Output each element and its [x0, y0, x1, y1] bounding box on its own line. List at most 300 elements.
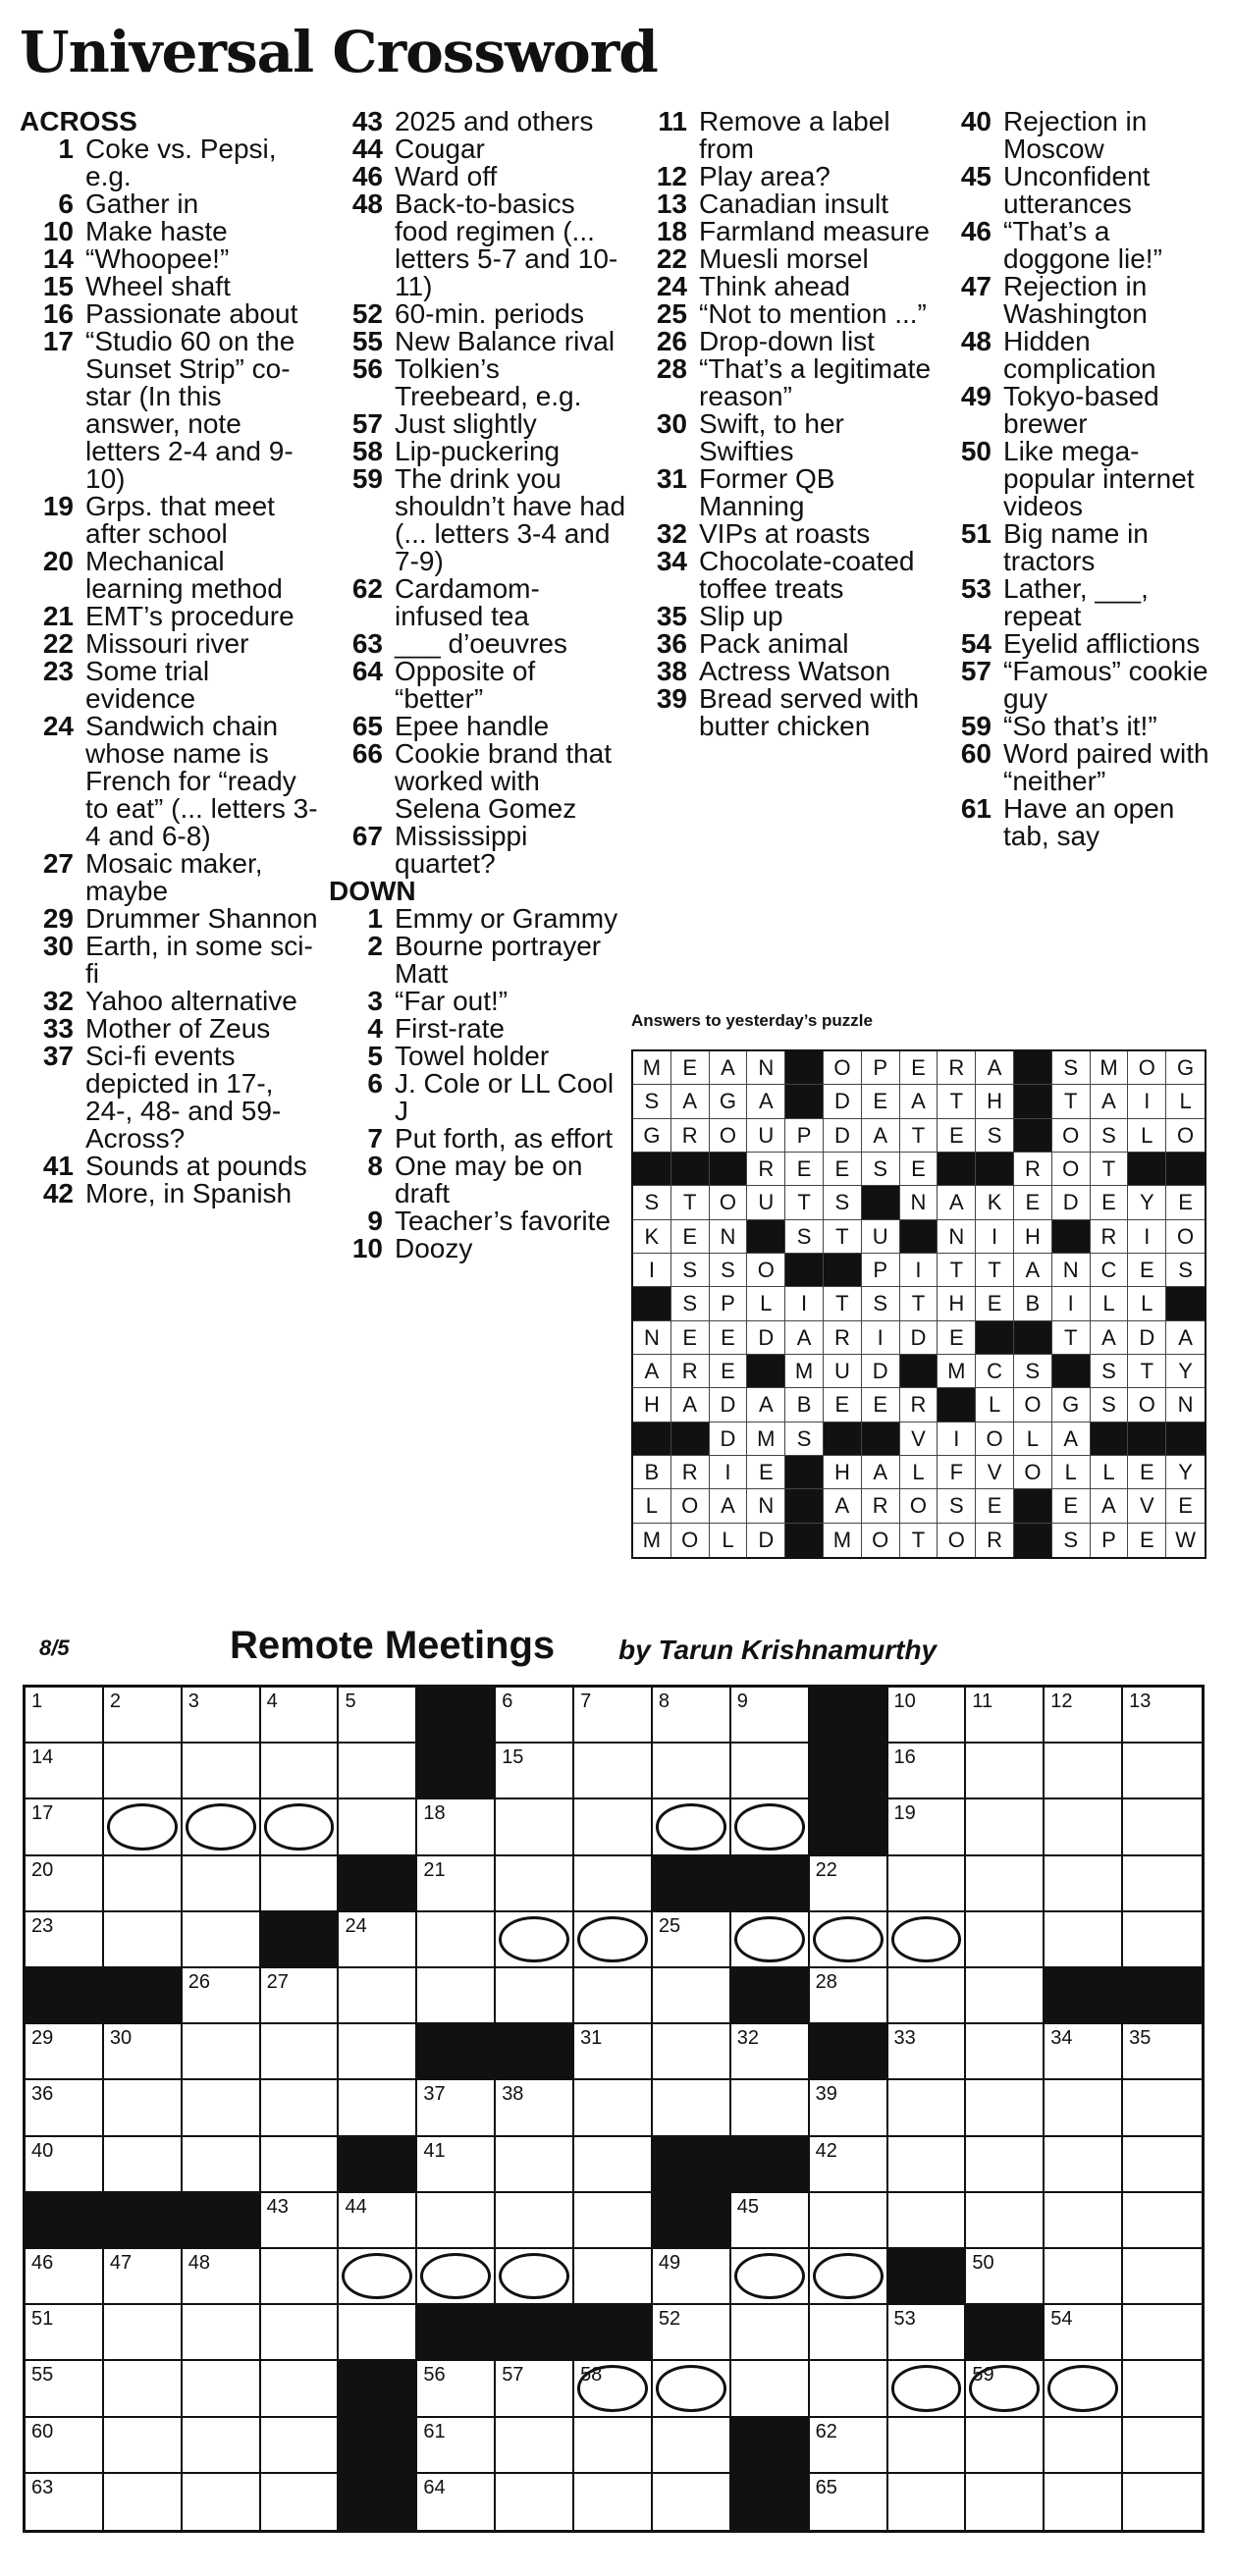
clue-item [329, 465, 628, 575]
grid-cell[interactable] [574, 2418, 653, 2474]
clue-item [329, 163, 628, 190]
answer-cell: Y [1128, 1186, 1166, 1219]
grid-cell[interactable] [417, 2418, 496, 2474]
clue-item [633, 163, 933, 190]
answer-cell: A [1091, 1085, 1129, 1118]
clue-item [329, 823, 628, 878]
grid-cell[interactable] [104, 2305, 183, 2361]
answer-cell: D [710, 1422, 748, 1456]
grid-cell[interactable] [104, 1856, 183, 1912]
grid-cell[interactable] [26, 2249, 104, 2305]
grid-cell[interactable] [966, 2024, 1045, 2080]
clue-item [633, 273, 933, 300]
grid-block [26, 1968, 104, 2024]
grid-cell[interactable] [574, 1856, 653, 1912]
grid-cell[interactable] [183, 2305, 261, 2361]
grid-cell[interactable] [496, 1799, 574, 1855]
grid-cell[interactable] [1045, 1744, 1123, 1799]
grid-cell[interactable] [183, 1856, 261, 1912]
answer-cell: A [824, 1489, 862, 1523]
answer-cell: A [976, 1051, 1014, 1085]
clue-item [938, 108, 1222, 163]
grid-cell[interactable] [26, 1799, 104, 1855]
answer-cell: B [633, 1456, 671, 1489]
cell-number: 58 [580, 2364, 603, 2387]
answer-cell: I [1128, 1220, 1166, 1254]
grid-cell[interactable] [1045, 2080, 1123, 2136]
clue-text: The drink you shouldn’t have had (... letters 3-4 and 7-9) [395, 463, 626, 576]
grid-cell[interactable] [1123, 2080, 1202, 2136]
grid-cell[interactable] [183, 2024, 261, 2080]
grid-cell[interactable] [1045, 2137, 1123, 2193]
grid-cell[interactable] [1045, 2249, 1123, 2305]
grid-cell[interactable] [966, 2137, 1045, 2193]
cell-number: 65 [815, 2476, 837, 2498]
grid-cell[interactable] [1123, 1744, 1202, 1799]
grid-cell[interactable] [339, 2305, 417, 2361]
grid-cell[interactable] [496, 2193, 574, 2249]
grid-cell[interactable] [261, 1968, 340, 2024]
grid-block [417, 2024, 496, 2080]
clue-item [329, 1015, 628, 1043]
grid-cell[interactable] [966, 1856, 1045, 1912]
grid-cell[interactable] [574, 1799, 653, 1855]
grid-cell[interactable] [339, 2080, 417, 2136]
grid-cell[interactable] [417, 2137, 496, 2193]
answer-block [976, 1153, 1014, 1186]
grid-cell[interactable] [261, 2474, 340, 2530]
clue-item [329, 1043, 628, 1070]
clue-heading-across: ACROSS [20, 106, 137, 136]
grid-cell[interactable] [26, 2024, 104, 2080]
grid-cell[interactable] [1045, 1688, 1123, 1744]
grid-cell[interactable] [731, 2024, 810, 2080]
grid-cell[interactable] [496, 1968, 574, 2024]
clue-text: Think ahead [699, 271, 851, 301]
grid-cell[interactable] [104, 2474, 183, 2530]
grid-cell[interactable] [339, 1912, 417, 1968]
grid-cell[interactable] [26, 2137, 104, 2193]
clue-number: 18 [656, 216, 687, 246]
grid-cell[interactable] [731, 1688, 810, 1744]
grid-cell[interactable] [26, 1688, 104, 1744]
grid-cell[interactable] [339, 2193, 417, 2249]
grid-cell[interactable] [183, 1744, 261, 1799]
answer-cell: E [1091, 1186, 1129, 1219]
grid-cell[interactable] [888, 2137, 967, 2193]
circle-marker [342, 2253, 412, 2299]
clue-text: More, in Spanish [85, 1178, 293, 1208]
clue-text: Yahoo alternative [85, 986, 297, 1016]
grid-cell[interactable] [1123, 2193, 1202, 2249]
cell-number: 4 [266, 1690, 278, 1712]
grid-cell[interactable] [417, 1856, 496, 1912]
grid-cell[interactable] [496, 1744, 574, 1799]
grid-cell[interactable] [810, 2474, 888, 2530]
answer-cell: M [1091, 1051, 1129, 1085]
answer-cell: S [785, 1220, 824, 1254]
grid-cell[interactable] [183, 2249, 261, 2305]
grid-cell[interactable] [731, 2193, 810, 2249]
grid-cell[interactable] [731, 2361, 810, 2417]
grid-cell[interactable] [417, 1799, 496, 1855]
grid-cell[interactable] [183, 1912, 261, 1968]
grid-cell[interactable] [417, 2249, 496, 2305]
grid-cell[interactable] [339, 2024, 417, 2080]
grid-cell[interactable] [339, 1688, 417, 1744]
grid-cell[interactable] [574, 2080, 653, 2136]
answer-cell: F [938, 1456, 976, 1489]
grid-cell[interactable] [104, 1744, 183, 1799]
grid-cell[interactable] [417, 2361, 496, 2417]
grid-cell[interactable] [496, 2137, 574, 2193]
answer-cell: U [824, 1355, 862, 1388]
answer-cell: I [976, 1220, 1014, 1254]
grid-cell[interactable] [496, 2474, 574, 2530]
answer-cell: E [1166, 1186, 1205, 1219]
grid-cell[interactable] [574, 1912, 653, 1968]
circle-marker [813, 1916, 884, 1962]
grid-cell[interactable] [26, 2418, 104, 2474]
grid-cell[interactable] [183, 2080, 261, 2136]
grid-cell[interactable] [183, 2418, 261, 2474]
grid-cell[interactable] [1123, 1799, 1202, 1855]
grid-cell[interactable] [888, 2080, 967, 2136]
grid-cell[interactable] [574, 2249, 653, 2305]
grid-cell[interactable] [1045, 2024, 1123, 2080]
grid-cell[interactable] [26, 2080, 104, 2136]
grid-cell[interactable] [104, 2137, 183, 2193]
grid-cell[interactable] [966, 1799, 1045, 1855]
answer-cell: E [1014, 1186, 1052, 1219]
grid-cell[interactable] [261, 1856, 340, 1912]
answer-cell: M [938, 1355, 976, 1388]
clue-item [633, 218, 933, 245]
grid-cell[interactable] [653, 1744, 731, 1799]
answer-cell: R [747, 1153, 785, 1186]
cell-number: 39 [815, 2083, 837, 2106]
clue-item [20, 300, 319, 328]
grid-block [574, 2305, 653, 2361]
grid-cell[interactable] [653, 1968, 731, 2024]
answer-cell: S [1052, 1524, 1091, 1557]
grid-cell[interactable] [26, 2305, 104, 2361]
grid-cell[interactable] [261, 2418, 340, 2474]
clue-item [20, 1015, 319, 1043]
grid-block [339, 2474, 417, 2530]
grid-block [653, 1856, 731, 1912]
grid-cell[interactable] [653, 2474, 731, 2530]
grid-cell[interactable] [888, 1856, 967, 1912]
grid-cell[interactable] [888, 2474, 967, 2530]
grid-block [1123, 1968, 1202, 2024]
answer-cell: P [710, 1287, 748, 1320]
answer-cell: R [862, 1489, 900, 1523]
grid-cell[interactable] [261, 2249, 340, 2305]
grid-cell[interactable] [966, 1688, 1045, 1744]
grid-cell[interactable] [104, 1799, 183, 1855]
grid-cell[interactable] [653, 2249, 731, 2305]
grid-cell[interactable] [261, 2193, 340, 2249]
circle-marker [813, 2253, 884, 2299]
clue-number: 1 [58, 134, 74, 164]
grid-cell[interactable] [731, 2249, 810, 2305]
grid-cell[interactable] [888, 2024, 967, 2080]
grid-cell[interactable] [888, 2418, 967, 2474]
answer-cell: D [824, 1119, 862, 1153]
grid-cell[interactable] [26, 2474, 104, 2530]
grid-cell[interactable] [574, 1968, 653, 2024]
answer-cell: M [633, 1051, 671, 1085]
answer-cell: D [1052, 1186, 1091, 1219]
answer-block [785, 1085, 824, 1118]
grid-cell[interactable] [810, 2137, 888, 2193]
grid-cell[interactable] [104, 2361, 183, 2417]
clue-number: 29 [42, 903, 74, 934]
grid-cell[interactable] [731, 1744, 810, 1799]
grid-cell[interactable] [496, 2249, 574, 2305]
answer-cell: V [976, 1456, 1014, 1489]
grid-cell[interactable] [26, 1744, 104, 1799]
grid-cell[interactable] [966, 2361, 1045, 2417]
grid-cell[interactable] [653, 1799, 731, 1855]
clue-item [938, 273, 1222, 328]
clue-number: 51 [960, 518, 992, 549]
grid-cell[interactable] [261, 2137, 340, 2193]
grid-cell[interactable] [966, 2418, 1045, 2474]
grid-cell[interactable] [1045, 2305, 1123, 2361]
cell-number: 35 [1129, 2027, 1152, 2050]
grid-cell[interactable] [261, 2305, 340, 2361]
grid-cell[interactable] [888, 1968, 967, 2024]
grid-cell[interactable] [1045, 2193, 1123, 2249]
grid-cell[interactable] [339, 1968, 417, 2024]
grid-cell[interactable] [888, 1688, 967, 1744]
grid-cell[interactable] [1123, 1856, 1202, 1912]
grid-cell[interactable] [731, 1912, 810, 1968]
clue-item [20, 713, 319, 850]
puzzle-date: 8/5 [39, 1636, 70, 1660]
grid-cell[interactable] [261, 1688, 340, 1744]
grid-cell[interactable] [104, 1912, 183, 1968]
answer-cell: A [710, 1489, 748, 1523]
clue-number: 63 [351, 628, 383, 659]
grid-cell[interactable] [653, 2080, 731, 2136]
grid-cell[interactable] [1123, 2024, 1202, 2080]
clue-number: 46 [351, 161, 383, 191]
grid-cell[interactable] [26, 1856, 104, 1912]
grid-cell[interactable] [1045, 2418, 1123, 2474]
answer-cell: Y [1166, 1355, 1205, 1388]
answer-cell: A [938, 1186, 976, 1219]
answer-cell: D [747, 1524, 785, 1557]
grid-cell[interactable] [417, 1968, 496, 2024]
grid-cell[interactable] [1123, 2418, 1202, 2474]
answer-cell: K [633, 1220, 671, 1254]
grid-cell[interactable] [104, 2080, 183, 2136]
grid-cell[interactable] [496, 1912, 574, 1968]
grid-cell[interactable] [104, 2024, 183, 2080]
grid-cell[interactable] [339, 1799, 417, 1855]
clue-text: Mother of Zeus [85, 1013, 271, 1044]
grid-block [731, 2137, 810, 2193]
answer-block [1014, 1085, 1052, 1118]
grid-cell[interactable] [888, 1912, 967, 1968]
grid-cell[interactable] [966, 2474, 1045, 2530]
answer-block [785, 1489, 824, 1523]
clue-item [633, 520, 933, 548]
grid-cell[interactable] [496, 1688, 574, 1744]
cell-number: 14 [31, 1746, 54, 1769]
grid-cell[interactable] [810, 2305, 888, 2361]
answer-cell: L [1166, 1085, 1205, 1118]
grid-cell[interactable] [810, 1912, 888, 1968]
grid-cell[interactable] [810, 1968, 888, 2024]
grid-cell[interactable] [888, 1799, 967, 1855]
grid-cell[interactable] [966, 1744, 1045, 1799]
grid-cell[interactable] [966, 1912, 1045, 1968]
grid-cell[interactable] [653, 2024, 731, 2080]
grid-cell[interactable] [888, 2193, 967, 2249]
clue-text: Cougar [395, 134, 485, 164]
grid-cell[interactable] [966, 2193, 1045, 2249]
grid-cell[interactable] [574, 1744, 653, 1799]
grid-cell[interactable] [1123, 2474, 1202, 2530]
grid-cell[interactable] [731, 1799, 810, 1855]
clue-item [938, 328, 1222, 383]
clue-text: ___ d’oeuvres [395, 628, 567, 659]
grid-cell[interactable] [1123, 2361, 1202, 2417]
grid-cell[interactable] [183, 2474, 261, 2530]
grid-cell[interactable] [810, 2193, 888, 2249]
clue-item [329, 108, 628, 135]
grid-cell[interactable] [104, 1688, 183, 1744]
answer-cell: N [900, 1186, 938, 1219]
grid-cell[interactable] [496, 2080, 574, 2136]
answer-cell: E [1166, 1489, 1205, 1523]
grid-cell[interactable] [183, 1799, 261, 1855]
grid-cell[interactable] [810, 2361, 888, 2417]
grid-cell[interactable] [183, 2361, 261, 2417]
answer-cell: R [671, 1456, 710, 1489]
grid-cell[interactable] [1123, 1912, 1202, 1968]
grid-cell[interactable] [26, 1912, 104, 1968]
grid-cell[interactable] [261, 2361, 340, 2417]
grid-cell[interactable] [1123, 2249, 1202, 2305]
grid-cell[interactable] [104, 2249, 183, 2305]
grid-cell[interactable] [183, 1688, 261, 1744]
answer-cell: U [862, 1220, 900, 1254]
grid-cell[interactable] [966, 1968, 1045, 2024]
grid-cell[interactable] [810, 1856, 888, 1912]
grid-cell[interactable] [496, 1856, 574, 1912]
clue-item [20, 1043, 319, 1153]
grid-cell[interactable] [1123, 2137, 1202, 2193]
grid-cell[interactable] [653, 1688, 731, 1744]
grid-cell[interactable] [574, 2474, 653, 2530]
grid-cell[interactable] [417, 2080, 496, 2136]
grid-cell[interactable] [1045, 2474, 1123, 2530]
grid-cell[interactable] [1045, 2361, 1123, 2417]
grid-cell[interactable] [888, 2361, 967, 2417]
grid-cell[interactable] [574, 2361, 653, 2417]
grid-cell[interactable] [653, 2305, 731, 2361]
clue-number: 17 [42, 326, 74, 356]
answer-block [1128, 1422, 1166, 1456]
grid-cell[interactable] [261, 1799, 340, 1855]
grid-cell[interactable] [888, 2305, 967, 2361]
grid-cell[interactable] [261, 2080, 340, 2136]
grid-cell[interactable] [339, 2249, 417, 2305]
grid-cell[interactable] [26, 2361, 104, 2417]
grid-cell[interactable] [1045, 1799, 1123, 1855]
cell-number: 41 [423, 2139, 446, 2162]
grid-cell[interactable] [574, 2193, 653, 2249]
clue-text: Back-to-basics food regimen (... letters 5-7 and 10-11) [395, 188, 618, 301]
clue-number: 23 [42, 656, 74, 686]
grid-cell[interactable] [183, 1968, 261, 2024]
clue-number: 39 [656, 683, 687, 714]
grid-cell[interactable] [810, 2080, 888, 2136]
grid-cell[interactable] [574, 1688, 653, 1744]
grid-cell[interactable] [810, 2418, 888, 2474]
grid-cell[interactable] [888, 1744, 967, 1799]
clue-number: 33 [42, 1013, 74, 1044]
answer-cell: T [1052, 1321, 1091, 1355]
grid-cell[interactable] [417, 2474, 496, 2530]
grid-cell[interactable] [966, 2080, 1045, 2136]
grid-cell[interactable] [1045, 1912, 1123, 1968]
grid-cell[interactable] [731, 2080, 810, 2136]
grid-cell[interactable] [653, 2361, 731, 2417]
cell-number: 63 [31, 2476, 54, 2498]
circle-marker [577, 1916, 648, 1962]
grid-cell[interactable] [653, 2418, 731, 2474]
grid-cell[interactable] [1123, 1688, 1202, 1744]
clue-text: Actress Watson [699, 656, 891, 686]
grid-cell[interactable] [104, 2418, 183, 2474]
clue-number: 38 [656, 656, 687, 686]
grid-cell[interactable] [183, 2137, 261, 2193]
grid-cell[interactable] [574, 2137, 653, 2193]
grid-cell[interactable] [731, 2305, 810, 2361]
grid-cell[interactable] [496, 2361, 574, 2417]
clue-text: “That’s a doggone lie!” [1003, 216, 1162, 274]
grid-cell[interactable] [417, 1912, 496, 1968]
grid-cell[interactable] [966, 2249, 1045, 2305]
clue-number: 11 [658, 106, 687, 136]
grid-cell[interactable] [261, 2024, 340, 2080]
cell-number: 49 [658, 2252, 681, 2274]
clue-item [20, 273, 319, 300]
grid-cell[interactable] [417, 2193, 496, 2249]
grid-cell[interactable] [496, 2418, 574, 2474]
grid-cell[interactable] [574, 2024, 653, 2080]
grid-cell[interactable] [653, 1912, 731, 1968]
grid-cell[interactable] [261, 1744, 340, 1799]
grid-cell[interactable] [810, 2249, 888, 2305]
clue-text: “Studio 60 on the Sunset Strip” co-star (In this answer, note letters 2-4 and 9-10) [85, 326, 295, 494]
grid-cell[interactable] [339, 1744, 417, 1799]
grid-cell[interactable] [1045, 1856, 1123, 1912]
clue-text: Lip-puckering [395, 436, 561, 466]
clue-item [329, 1208, 628, 1235]
clue-text: Drummer Shannon [85, 903, 318, 934]
clue-number: 59 [960, 711, 992, 741]
grid-cell[interactable] [1123, 2305, 1202, 2361]
answer-cell: U [747, 1186, 785, 1219]
cell-number: 53 [893, 2308, 916, 2331]
